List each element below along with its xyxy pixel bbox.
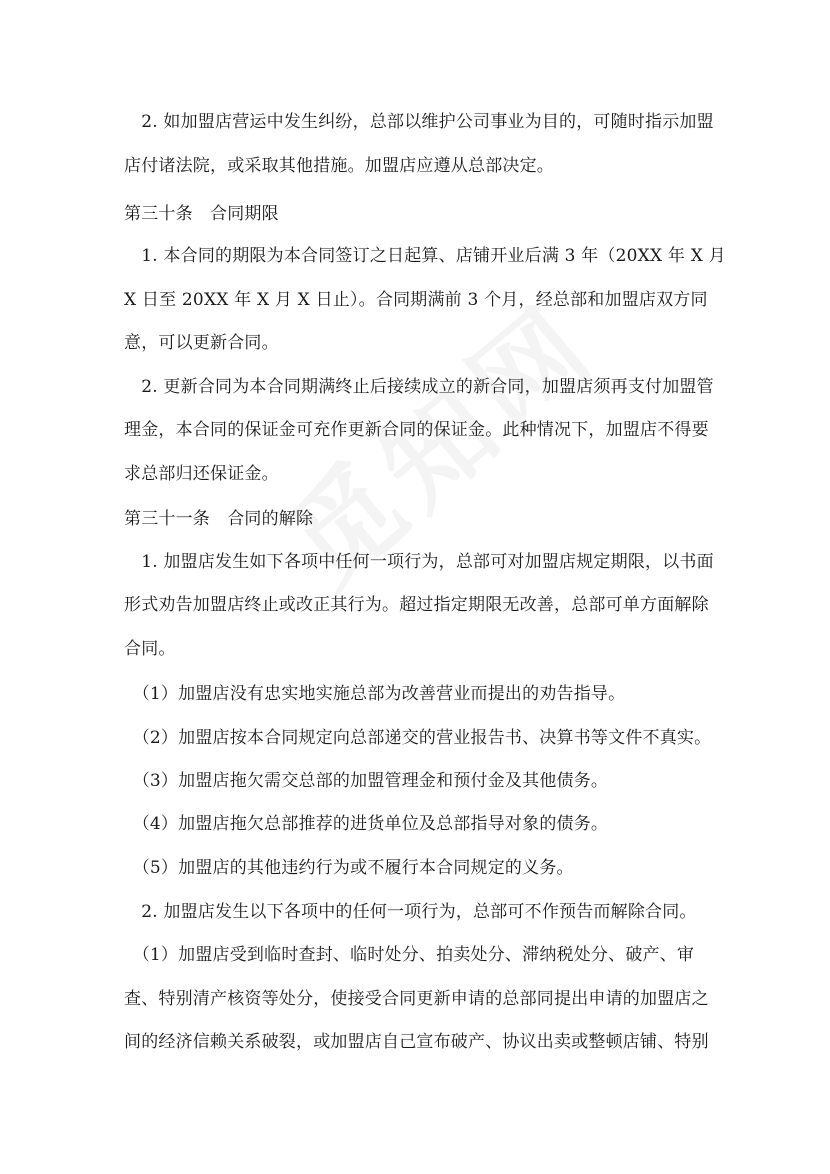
paragraph-line: 合同。 bbox=[124, 639, 176, 659]
list-item: （4）加盟店拖欠总部推荐的进货单位及总部指导对象的债务。 bbox=[124, 814, 609, 834]
paragraph-line: 间的经济信赖关系破裂，或加盟店自己宣布破产、协议出卖或整顿店铺、特别 bbox=[124, 1032, 709, 1052]
list-item: （1）加盟店受到临时查封、临时处分、拍卖处分、滞纳税处分、破产、审 bbox=[124, 945, 695, 965]
paragraph-line: 1. 加盟店发生如下各项中任何一项行为，总部可对加盟店规定期限，以书面 bbox=[124, 552, 714, 572]
section-heading: 第三十一条 合同的解除 bbox=[124, 509, 314, 529]
list-item: （2）加盟店按本合同规定向总部递交的营业报告书、决算书等文件不真实。 bbox=[124, 728, 712, 748]
paragraph-line: 求总部归还保证金。 bbox=[124, 464, 279, 484]
paragraph-line: 2. 如加盟店营运中发生纠纷，总部以维护公司事业为目的，可随时指示加盟 bbox=[124, 112, 714, 132]
paragraph-line: 2. 加盟店发生以下各项中的任何一项行为，总部可不作预告而解除合同。 bbox=[124, 902, 697, 922]
list-item: （5）加盟店的其他违约行为或不履行本合同规定的义务。 bbox=[124, 858, 574, 878]
list-item: （1）加盟店没有忠实地实施总部为改善营业而提出的劝告指导。 bbox=[124, 684, 626, 704]
paragraph-line: 理金，本合同的保证金可充作更新合同的保证金。此种情况下，加盟店不得要 bbox=[124, 420, 709, 440]
paragraph-line: 意，可以更新合同。 bbox=[124, 333, 279, 353]
paragraph-line: 店付诸法院，或采取其他措施。加盟店应遵从总部决定。 bbox=[124, 156, 554, 176]
section-heading: 第三十条 合同期限 bbox=[124, 204, 279, 224]
paragraph-line: 查、特别清产核资等处分，使接受合同更新申请的总部同提出申请的加盟店之 bbox=[124, 989, 709, 1009]
paragraph-line: 2. 更新合同为本合同期满终止后接续成立的新合同，加盟店须再支付加盟管 bbox=[124, 377, 714, 397]
paragraph-line: X 日至 20XX 年 X 月 X 日止）。合同期满前 3 个月，经总部和加盟店双方同 bbox=[124, 290, 708, 310]
paragraph-line: 形式劝告加盟店终止或改正其行为。超过指定期限无改善，总部可单方面解除 bbox=[124, 595, 709, 615]
list-item: （3）加盟店拖欠需交总部的加盟管理金和预付金及其他债务。 bbox=[124, 771, 609, 791]
paragraph-line: 1. 本合同的期限为本合同签订之日起算、店铺开业后满 3 年（20XX 年 X 月 bbox=[124, 246, 726, 266]
